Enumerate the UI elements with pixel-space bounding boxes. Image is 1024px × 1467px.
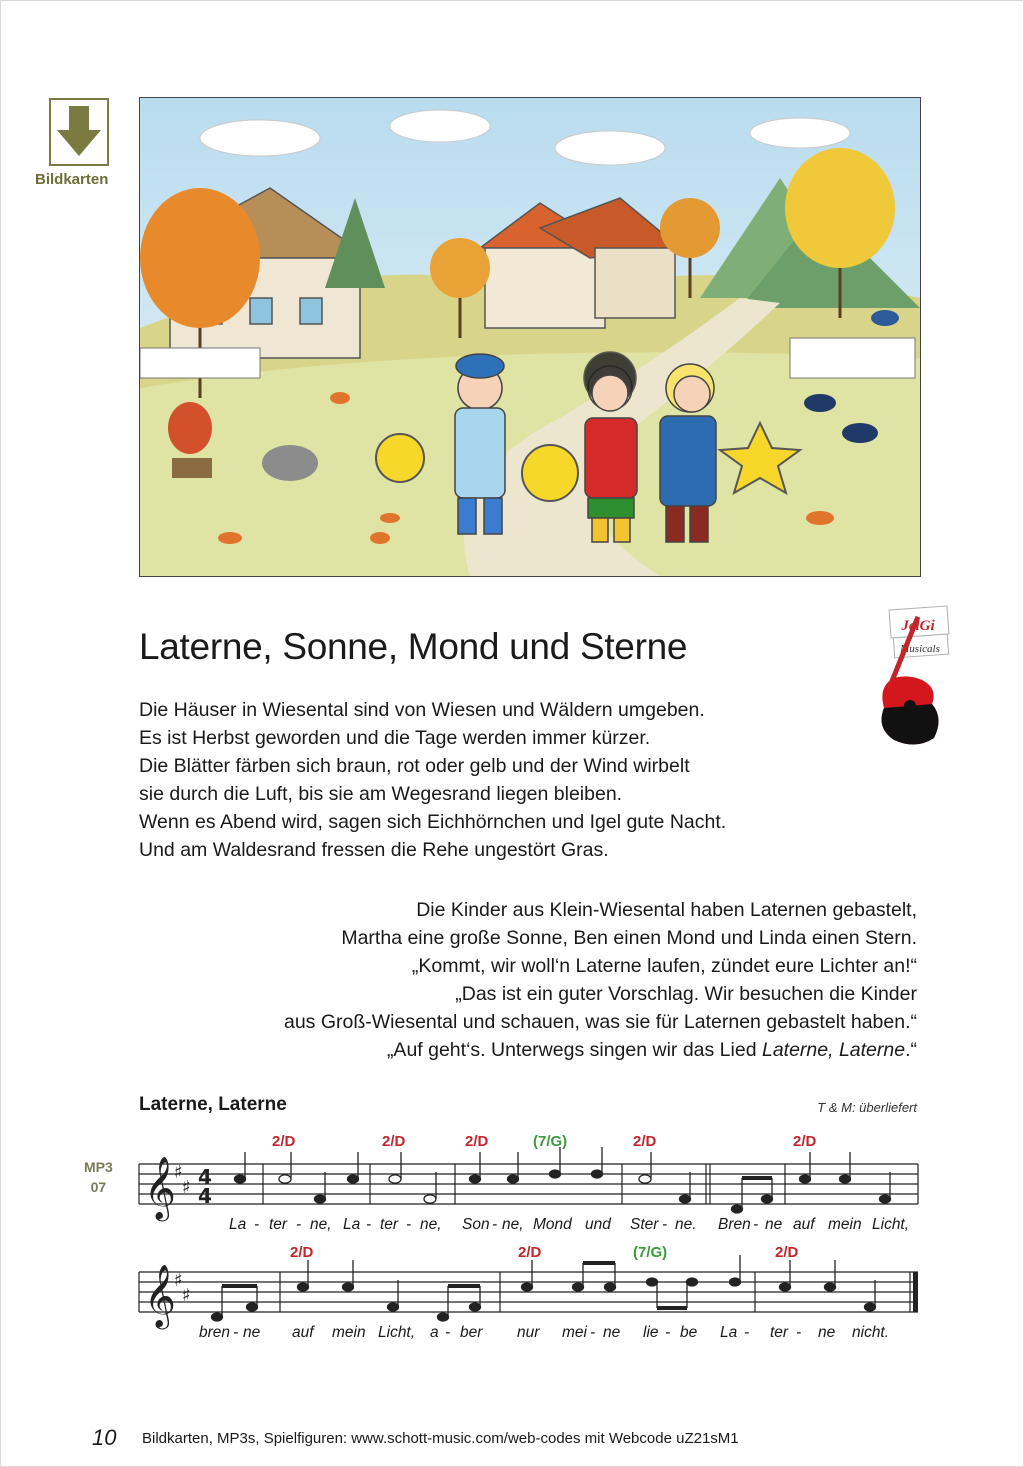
time-signature-top: 4 xyxy=(198,1165,212,1189)
chord-symbol: (7/G) xyxy=(533,1133,568,1150)
music-score xyxy=(0,1120,1024,1420)
song-title: Laterne, Laterne xyxy=(139,1094,287,1115)
dialogue-paragraph xyxy=(284,896,917,1064)
lyric-syllable: - xyxy=(492,1216,498,1233)
sharp-f-icon: ♯ xyxy=(174,1270,183,1291)
lyric-syllable: La xyxy=(229,1216,247,1233)
note xyxy=(522,1260,533,1291)
note xyxy=(388,1280,399,1311)
page-number: 10 xyxy=(92,1425,117,1450)
logo-line1: JelGi xyxy=(901,618,935,634)
note xyxy=(279,1152,291,1183)
lyric-syllable: ne, xyxy=(502,1216,524,1233)
note xyxy=(424,1172,436,1203)
chord-symbol: 2/D xyxy=(793,1133,817,1150)
lyric-syllable: mei xyxy=(562,1324,587,1341)
lyric-syllable: - xyxy=(406,1216,412,1233)
autumn-village-illustration xyxy=(139,97,921,577)
jelgi-musicals-logo xyxy=(872,600,952,750)
time-signature-bottom: 4 xyxy=(198,1184,212,1208)
dialogue-line: „Das ist ein guter Vorschlag. Wir besuchen die Kinder xyxy=(455,983,917,1005)
chord-symbol: 2/D xyxy=(775,1244,799,1261)
lyric-syllable: auf xyxy=(292,1324,314,1341)
sharp-c-icon: ♯ xyxy=(182,1285,191,1306)
treble-clef-icon: 𝄞 xyxy=(144,1264,176,1327)
lyric-syllable: Bren xyxy=(718,1216,751,1233)
note xyxy=(840,1152,851,1183)
lyric-syllable: ber xyxy=(460,1324,483,1341)
lyrics-line-1 xyxy=(229,1216,909,1233)
lyrics-line-2 xyxy=(199,1324,889,1341)
lyric-syllable: ne xyxy=(603,1324,621,1341)
lyric-syllable: - xyxy=(662,1216,668,1233)
note xyxy=(470,1152,481,1183)
mp3-number: 07 xyxy=(90,1179,107,1195)
lyric-syllable: Licht, xyxy=(872,1216,910,1233)
lyric-syllable: Son xyxy=(462,1216,490,1233)
lyric-syllable: mein xyxy=(828,1216,862,1233)
lyric-syllable: La xyxy=(720,1324,738,1341)
lyric-syllable: nur xyxy=(517,1324,540,1341)
note xyxy=(730,1255,741,1286)
intro-line: Die Blätter färben sich braun, rot oder gelb und der Wind wirbelt xyxy=(139,755,690,777)
lyric-syllable: ter xyxy=(269,1216,288,1233)
note xyxy=(550,1147,561,1178)
intro-line: Und am Waldesrand fressen die Rehe ungestört Gras. xyxy=(139,839,609,861)
chord-symbol: 2/D xyxy=(633,1133,657,1150)
note xyxy=(348,1152,359,1183)
intro-line: Wenn es Abend wird, sagen sich Eichhörnchen und Igel gute Nacht. xyxy=(139,811,727,833)
lyric-syllable: - xyxy=(665,1324,671,1341)
note xyxy=(438,1286,449,1321)
lyric-syllable: und xyxy=(585,1216,611,1233)
chord-symbol: 2/D xyxy=(290,1244,314,1261)
lyric-syllable: - xyxy=(233,1324,239,1341)
page-title: Laterne, Sonne, Mond und Sterne xyxy=(139,626,688,667)
lyric-syllable: ne, xyxy=(310,1216,332,1233)
bildkarten-label: Bildkarten xyxy=(35,171,109,188)
lyric-syllable: - xyxy=(445,1324,451,1341)
note xyxy=(298,1260,309,1291)
lyric-syllable: lie xyxy=(643,1324,659,1341)
lyric-syllable: auf xyxy=(793,1216,815,1233)
note xyxy=(592,1147,603,1178)
lyric-syllable: ter xyxy=(770,1324,789,1341)
song-reference: Laterne, Laterne xyxy=(761,1039,906,1061)
dialogue-line: aus Groß-Wiesental und schauen, was sie für Laternen gebastelt haben.“ xyxy=(283,1011,917,1033)
intro-line: Die Häuser in Wiesental sind von Wiesen und Wäldern umgeben. xyxy=(139,699,705,721)
note xyxy=(315,1172,326,1203)
lyric-syllable: - xyxy=(590,1324,596,1341)
note xyxy=(448,1286,481,1311)
lyric-syllable: - xyxy=(366,1216,372,1233)
dialogue-line-last xyxy=(284,1036,917,1064)
lyric-syllable: ne xyxy=(765,1216,783,1233)
sharp-c-icon: ♯ xyxy=(182,1177,191,1198)
notes-line-2 xyxy=(212,1255,876,1321)
note xyxy=(800,1152,811,1183)
dialogue-suffix: .“ xyxy=(905,1039,917,1061)
chord-symbol: 2/D xyxy=(465,1133,489,1150)
dialogue-line: Die Kinder aus Klein-Wiesental haben Laternen gebastelt, xyxy=(416,899,917,921)
chord-symbol: 2/D xyxy=(382,1133,406,1150)
note xyxy=(680,1172,691,1203)
lyric-syllable: La xyxy=(343,1216,361,1233)
chord-symbol: 2/D xyxy=(518,1244,542,1261)
note xyxy=(742,1178,773,1203)
note xyxy=(639,1152,651,1183)
chord-symbol: (7/G) xyxy=(633,1244,668,1261)
note xyxy=(780,1260,791,1291)
lyric-syllable: Mond xyxy=(533,1216,572,1233)
note xyxy=(389,1152,401,1183)
note xyxy=(508,1152,519,1183)
intro-line: sie durch die Luft, bis sie am Wegesrand liegen bleiben. xyxy=(139,783,623,805)
staff-line-1 xyxy=(139,1164,918,1204)
chord-symbol: 2/D xyxy=(272,1133,296,1150)
down-arrow-icon xyxy=(51,100,107,164)
song-credit: T & M: überliefert xyxy=(817,1100,917,1115)
lyric-syllable: mein xyxy=(332,1324,366,1341)
lyric-syllable: nicht. xyxy=(852,1324,890,1341)
footer-text: Bildkarten, MP3s, Spielfiguren: www.schott-music.com/web-codes mit Webcode uZ21sM1 xyxy=(142,1430,739,1447)
note xyxy=(880,1172,891,1203)
lyric-syllable: - xyxy=(753,1216,759,1233)
note xyxy=(573,1263,584,1291)
dialogue-line: Martha eine große Sonne, Ben einen Mond und Linda einen Stern. xyxy=(341,927,917,949)
treble-clef-icon: 𝄞 xyxy=(144,1156,176,1219)
dialogue-prefix: „Auf geht‘s. Unterwegs singen wir das Lied xyxy=(386,1039,762,1061)
note xyxy=(235,1152,246,1183)
lyric-syllable: Licht, xyxy=(378,1324,416,1341)
note xyxy=(825,1260,836,1291)
lyric-syllable: a xyxy=(430,1324,439,1341)
bildkarten-button[interactable] xyxy=(49,98,109,166)
intro-line: Es ist Herbst geworden und die Tage werden immer kürzer. xyxy=(139,727,651,749)
lyric-syllable: ne, xyxy=(420,1216,442,1233)
lyric-syllable: bren xyxy=(199,1324,231,1341)
note xyxy=(212,1286,223,1321)
note xyxy=(222,1286,258,1311)
lyric-syllable: ne. xyxy=(675,1216,697,1233)
lyric-syllable: Ster xyxy=(630,1216,659,1233)
lyric-syllable: ne xyxy=(818,1324,836,1341)
lyric-syllable: be xyxy=(680,1324,698,1341)
mp3-label: MP3 xyxy=(84,1159,113,1175)
note xyxy=(583,1263,616,1291)
lyric-syllable: - xyxy=(744,1324,750,1341)
dialogue-line: „Kommt, wir woll‘n Laterne laufen, zündet eure Lichter an!“ xyxy=(411,955,917,977)
logo-line2: Musicals xyxy=(900,643,940,655)
sharp-f-icon: ♯ xyxy=(174,1162,183,1183)
lyric-syllable: - xyxy=(254,1216,260,1233)
note xyxy=(647,1278,658,1308)
intro-paragraph xyxy=(139,696,726,864)
lyric-syllable: - xyxy=(796,1324,802,1341)
lyric-syllable: - xyxy=(296,1216,302,1233)
note xyxy=(865,1280,876,1311)
lyric-syllable: ter xyxy=(380,1216,399,1233)
note xyxy=(343,1260,354,1291)
lyric-syllable: ne xyxy=(243,1324,261,1341)
